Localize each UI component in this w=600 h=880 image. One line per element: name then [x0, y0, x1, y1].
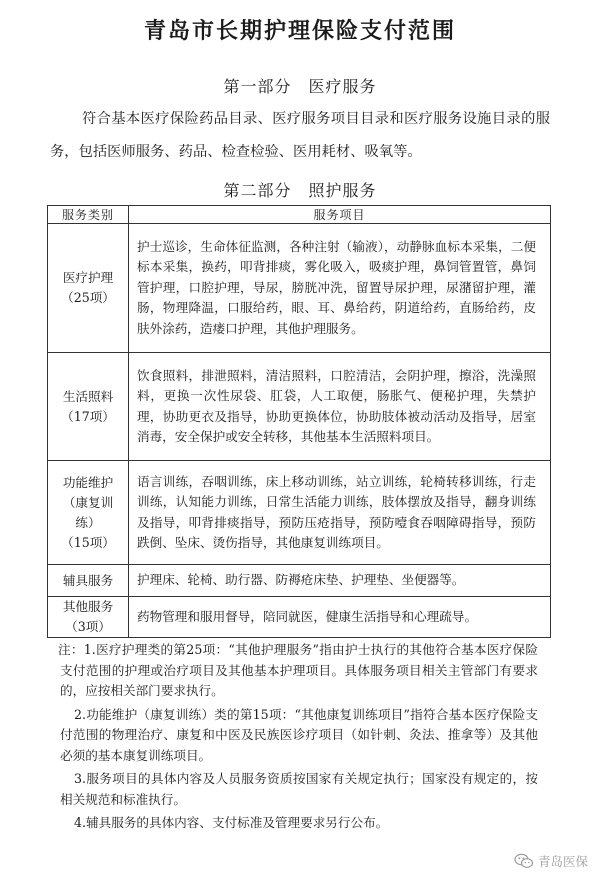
table-row — [48, 597, 551, 638]
note-item: 2.功能维护（康复训练）类的第15项：“其他康复训练项目”指符合基本医疗保险支付范围的物理治疗、康复和中医及民族医诊疗项目（如针刺、灸法、推拿等）及其他必须的基本康复训练项目。 — [60, 706, 538, 763]
items-cell: 护理床、轮椅、助行器、防褥疮床垫、护理垫、坐便器等。 — [129, 565, 551, 597]
category-name: 辅具服务 — [62, 572, 114, 588]
table-row — [48, 461, 551, 565]
table-row — [48, 224, 551, 353]
note-item: 3.服务项目的具体内容及人员服务资质按国家有关规定执行；国家没有规定的，按相关规范和标准执行。 — [60, 771, 538, 807]
table-header-items: 服务项目 — [129, 206, 551, 224]
items-cell: 饮食照料，排泄照料，清洁照料，口腔清洁，会阴护理，擦浴，洗澡照料，更换一次性尿袋、肛袋，人工取便，肠胀气、便秘护理，失禁护理，协助更衣及指导，协助更换体位，协助肢体被动活动及指导，居室消毒，安全保护或安全转移，其他基本生活照料项目。 — [129, 353, 551, 461]
note-item: 4.辅具服务的具体内容、支付标准及管理要求另行公布。 — [74, 815, 389, 830]
service-table — [47, 205, 551, 638]
table-row — [48, 565, 551, 597]
table-row — [48, 353, 551, 461]
category-count: （15项） — [61, 534, 115, 550]
category-name: 功能维护（康复训练） — [62, 474, 114, 530]
category-cell — [48, 461, 129, 565]
part1-paragraph: 符合基本医疗保险药品目录、医疗服务项目目录和医疗服务设施目录的服务，包括医师服务、药品、检查检验、医用耗材、吸氧等。 — [50, 111, 550, 160]
items-cell: 药物管理和服用督导，陪同就医，健康生活指导和心理疏导。 — [129, 597, 551, 638]
note-item: 注：1.医疗护理类的第25项：“其他护理服务”指由护士执行的其他符合基本医疗保险支付范围的护理或治疗项目及其他基本护理项目。具体服务项目相关主管部门有要求的，应按相关部门要求执行。 — [58, 642, 538, 698]
category-count: （25项） — [61, 290, 115, 305]
wechat-icon — [514, 853, 534, 869]
document-title: 青岛市长期护理保险支付范围 — [143, 19, 456, 44]
watermark — [514, 852, 588, 870]
table-header-category: 服务类别 — [48, 206, 129, 224]
category-cell — [48, 224, 129, 353]
items-cell: 护士巡诊，生命体征监测，各种注射（输液），动静脉血标本采集，二便标本采集，换药，叩背排痰，雾化吸入，吸痰护理，鼻饲管置管，鼻饲管护理，口腔护理，导尿，膀胱冲洗，留置导尿护理，尿潴留护理，灌肠，物理降温，口服给药，眼、耳、鼻给药，阴道给药，直肠给药，皮肤外涂药，造瘘口护理，其他护理服务。 — [129, 224, 551, 353]
category-name: 生活照料 — [62, 388, 114, 404]
category-cell — [48, 565, 129, 597]
category-count: （17项） — [61, 408, 115, 424]
category-count: （3项） — [65, 619, 111, 634]
category-cell — [48, 597, 129, 638]
category-name: 其他服务 — [62, 599, 114, 614]
part2-heading: 第二部分 照护服务 — [223, 181, 377, 200]
part1-heading: 第一部分 医疗服务 — [223, 77, 377, 96]
notes-section — [60, 640, 538, 837]
category-name: 医疗护理 — [62, 270, 114, 285]
category-cell — [48, 353, 129, 461]
items-cell: 语言训练，吞咽训练，床上移动训练，站立训练，轮椅转移训练，行走训练，认知能力训练，日常生活能力训练，肢体摆放及指导，翻身训练及指导，叩背排痰指导，预防压疮指导，预防噎食吞咽障碍指导，预防跌倒、坠床、烫伤指导，其他康复训练项目。 — [129, 461, 551, 565]
watermark-text: 青岛医保 — [537, 854, 588, 869]
